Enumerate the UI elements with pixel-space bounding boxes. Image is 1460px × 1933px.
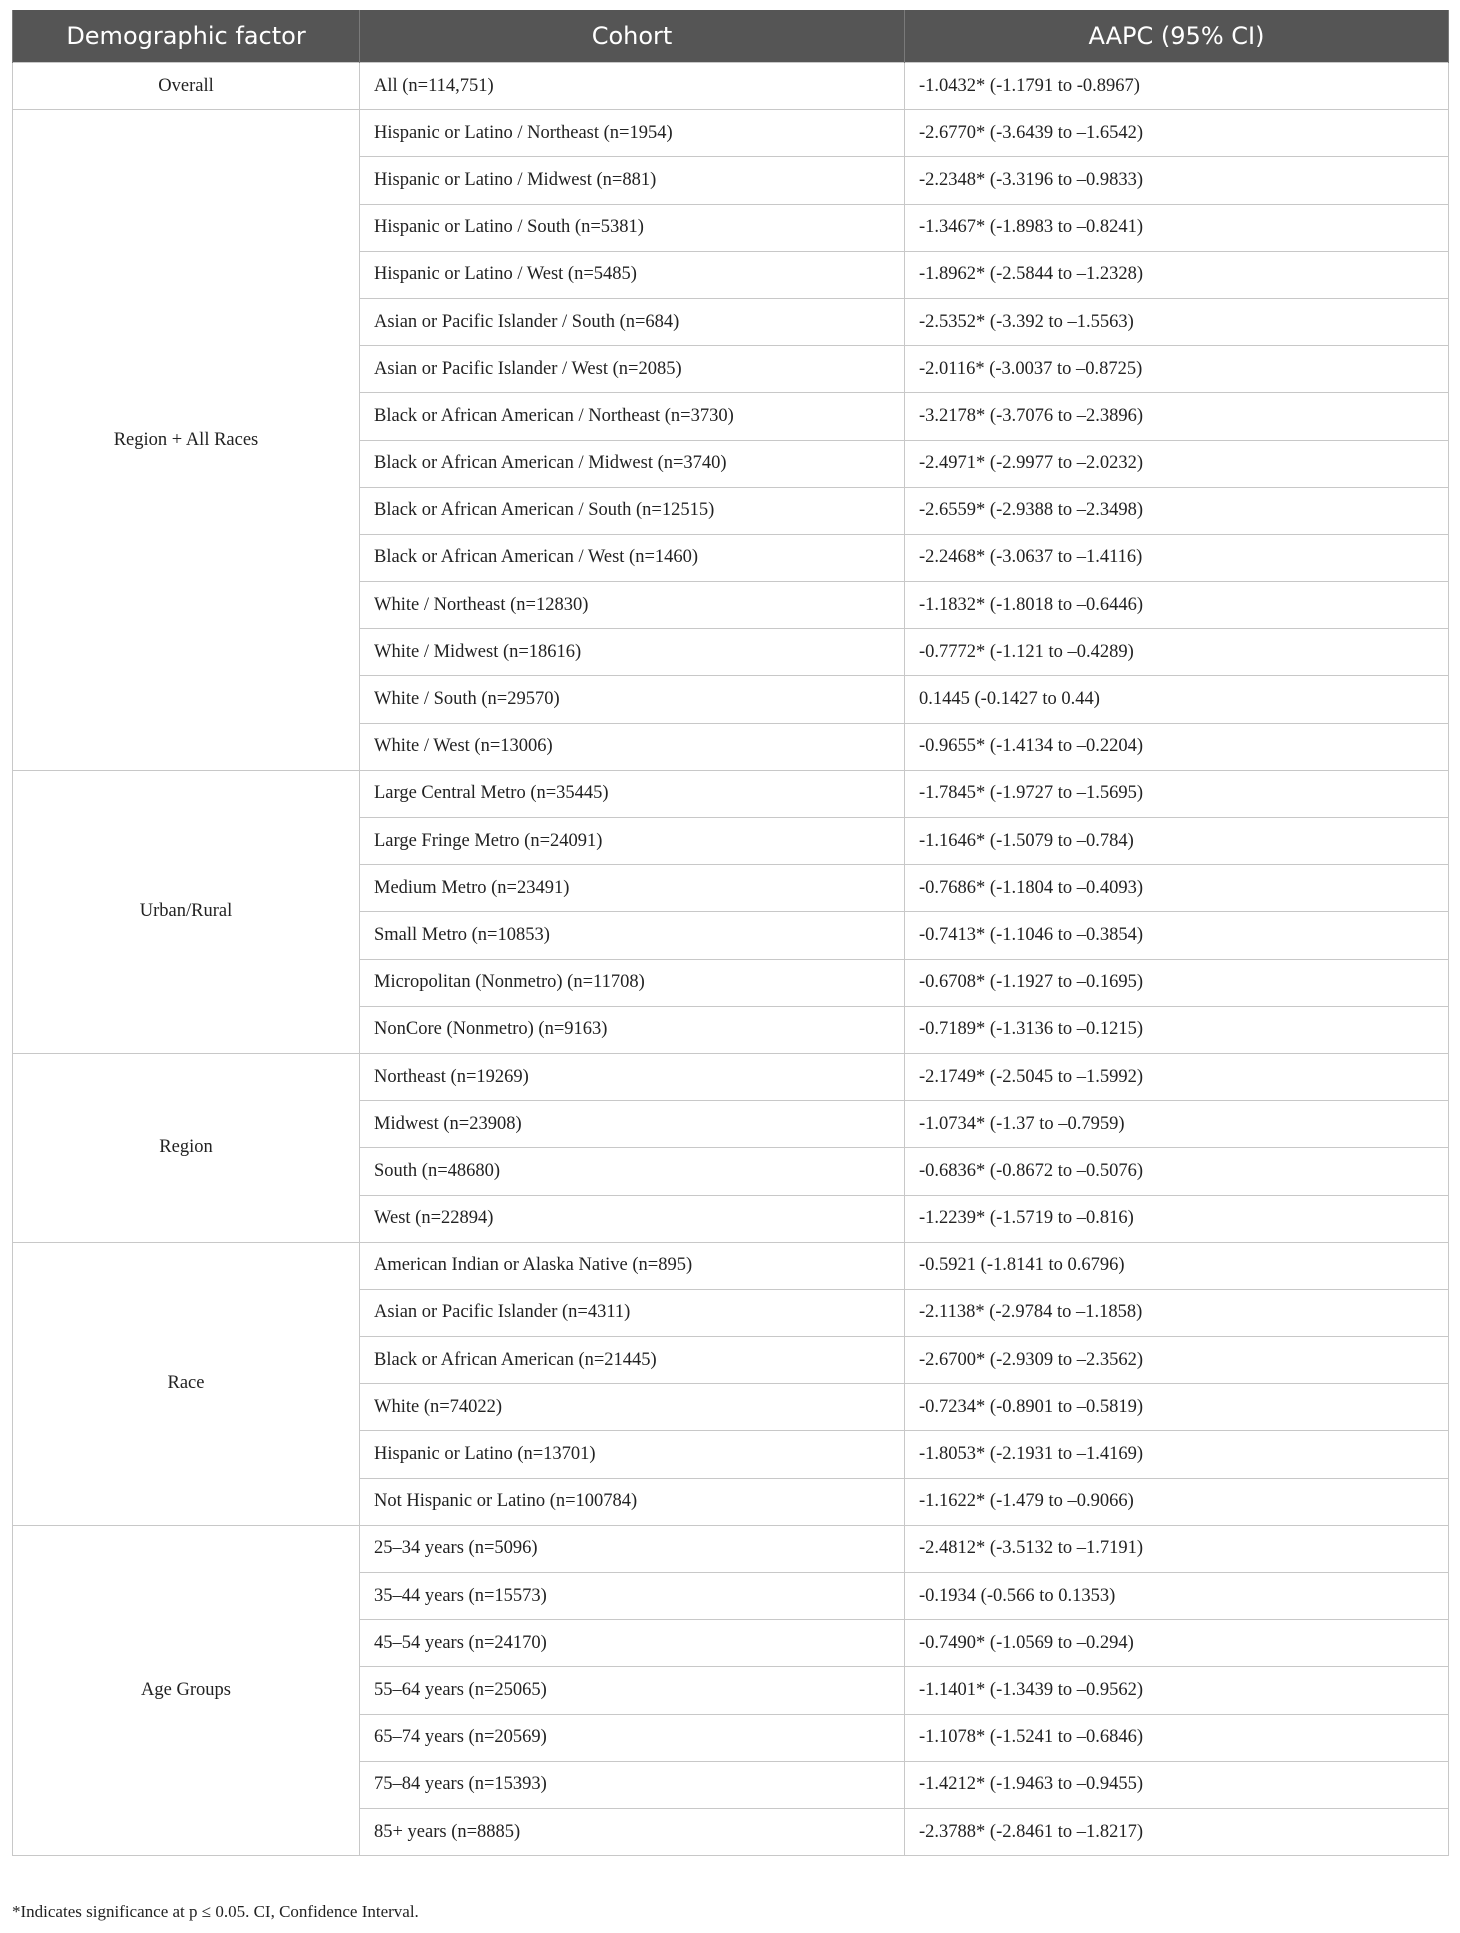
- aapc-cell: -0.1934 (-0.566 to 0.1353): [905, 1573, 1449, 1620]
- cohort-cell: NonCore (Nonmetro) (n=9163): [360, 1006, 905, 1053]
- aapc-cell: -0.5921 (-1.8141 to 0.6796): [905, 1242, 1449, 1289]
- cohort-cell: Asian or Pacific Islander / South (n=684): [360, 298, 905, 345]
- cohort-cell: 55–64 years (n=25065): [360, 1667, 905, 1714]
- cohort-cell: Hispanic or Latino / South (n=5381): [360, 204, 905, 251]
- header-demographic-factor: Demographic factor: [13, 10, 360, 63]
- cohort-cell: Black or African American / Northeast (n=3730): [360, 393, 905, 440]
- cohort-cell: Hispanic or Latino / Northeast (n=1954): [360, 110, 905, 157]
- cohort-cell: Northeast (n=19269): [360, 1053, 905, 1100]
- cohort-cell: 85+ years (n=8885): [360, 1808, 905, 1855]
- header-row: [13, 10, 1449, 63]
- cohort-cell: White / Midwest (n=18616): [360, 629, 905, 676]
- aapc-cell: -2.6700* (-2.9309 to –2.3562): [905, 1337, 1449, 1384]
- cohort-cell: 35–44 years (n=15573): [360, 1573, 905, 1620]
- aapc-cell: -1.1646* (-1.5079 to –0.784): [905, 818, 1449, 865]
- aapc-cell: -3.2178* (-3.7076 to –2.3896): [905, 393, 1449, 440]
- demographic-factor-cell: Region: [13, 1053, 360, 1242]
- table-row: [13, 1053, 1449, 1100]
- demographic-factor-cell: Race: [13, 1242, 360, 1525]
- cohort-cell: Asian or Pacific Islander (n=4311): [360, 1289, 905, 1336]
- aapc-cell: -2.4971* (-2.9977 to –2.0232): [905, 440, 1449, 487]
- aapc-cell: -1.8962* (-2.5844 to –1.2328): [905, 251, 1449, 298]
- table-header: [13, 10, 1449, 63]
- header-aapc: AAPC (95% CI): [905, 10, 1449, 63]
- cohort-cell: 75–84 years (n=15393): [360, 1761, 905, 1808]
- table-row: [13, 63, 1449, 110]
- cohort-cell: Not Hispanic or Latino (n=100784): [360, 1478, 905, 1525]
- aapc-cell: -0.6836* (-0.8672 to –0.5076): [905, 1148, 1449, 1195]
- aapc-cell: -1.1622* (-1.479 to –0.9066): [905, 1478, 1449, 1525]
- aapc-table: [12, 10, 1449, 1856]
- cohort-cell: West (n=22894): [360, 1195, 905, 1242]
- cohort-cell: All (n=114,751): [360, 63, 905, 110]
- table-footnote: *Indicates significance at p ≤ 0.05. CI, Confidence Interval.: [12, 1902, 419, 1921]
- cohort-cell: 45–54 years (n=24170): [360, 1620, 905, 1667]
- cohort-cell: Black or African American / South (n=12515): [360, 487, 905, 534]
- cohort-cell: White (n=74022): [360, 1384, 905, 1431]
- cohort-cell: Medium Metro (n=23491): [360, 865, 905, 912]
- cohort-cell: Large Central Metro (n=35445): [360, 770, 905, 817]
- cohort-cell: 25–34 years (n=5096): [360, 1525, 905, 1572]
- cohort-cell: Asian or Pacific Islander / West (n=2085): [360, 346, 905, 393]
- aapc-cell: -2.5352* (-3.392 to –1.5563): [905, 298, 1449, 345]
- table-row: [13, 1242, 1449, 1289]
- aapc-cell: -2.0116* (-3.0037 to –0.8725): [905, 346, 1449, 393]
- header-cohort: Cohort: [360, 10, 905, 63]
- aapc-cell: -0.7686* (-1.1804 to –0.4093): [905, 865, 1449, 912]
- aapc-cell: -2.1749* (-2.5045 to –1.5992): [905, 1053, 1449, 1100]
- cohort-cell: Black or African American (n=21445): [360, 1337, 905, 1384]
- table-row: [13, 1525, 1449, 1572]
- aapc-cell: -2.2468* (-3.0637 to –1.4116): [905, 534, 1449, 581]
- cohort-cell: 65–74 years (n=20569): [360, 1714, 905, 1761]
- cohort-cell: White / South (n=29570): [360, 676, 905, 723]
- aapc-cell: 0.1445 (-0.1427 to 0.44): [905, 676, 1449, 723]
- aapc-cell: -2.2348* (-3.3196 to –0.9833): [905, 157, 1449, 204]
- cohort-cell: Black or African American / West (n=1460): [360, 534, 905, 581]
- table-row: [13, 110, 1449, 157]
- aapc-cell: -1.8053* (-2.1931 to –1.4169): [905, 1431, 1449, 1478]
- table-body: [13, 63, 1449, 1856]
- cohort-cell: White / West (n=13006): [360, 723, 905, 770]
- aapc-cell: -0.9655* (-1.4134 to –0.2204): [905, 723, 1449, 770]
- aapc-cell: -1.1078* (-1.5241 to –0.6846): [905, 1714, 1449, 1761]
- cohort-cell: Hispanic or Latino (n=13701): [360, 1431, 905, 1478]
- cohort-cell: Small Metro (n=10853): [360, 912, 905, 959]
- aapc-cell: -0.6708* (-1.1927 to –0.1695): [905, 959, 1449, 1006]
- aapc-cell: -1.1832* (-1.8018 to –0.6446): [905, 582, 1449, 629]
- demographic-factor-cell: Overall: [13, 63, 360, 110]
- aapc-cell: -2.4812* (-3.5132 to –1.7191): [905, 1525, 1449, 1572]
- aapc-cell: -0.7413* (-1.1046 to –0.3854): [905, 912, 1449, 959]
- aapc-cell: -1.3467* (-1.8983 to –0.8241): [905, 204, 1449, 251]
- cohort-cell: Hispanic or Latino / West (n=5485): [360, 251, 905, 298]
- aapc-cell: -1.0734* (-1.37 to –0.7959): [905, 1101, 1449, 1148]
- cohort-cell: Black or African American / Midwest (n=3740): [360, 440, 905, 487]
- aapc-cell: -2.1138* (-2.9784 to –1.1858): [905, 1289, 1449, 1336]
- results-table-container: [12, 10, 1448, 1856]
- aapc-cell: -1.7845* (-1.9727 to –1.5695): [905, 770, 1449, 817]
- demographic-factor-cell: Region + All Races: [13, 110, 360, 771]
- aapc-cell: -0.7189* (-1.3136 to –0.1215): [905, 1006, 1449, 1053]
- aapc-cell: -1.2239* (-1.5719 to –0.816): [905, 1195, 1449, 1242]
- aapc-cell: -0.7772* (-1.121 to –0.4289): [905, 629, 1449, 676]
- cohort-cell: Micropolitan (Nonmetro) (n=11708): [360, 959, 905, 1006]
- cohort-cell: Midwest (n=23908): [360, 1101, 905, 1148]
- aapc-cell: -2.6559* (-2.9388 to –2.3498): [905, 487, 1449, 534]
- aapc-cell: -1.1401* (-1.3439 to –0.9562): [905, 1667, 1449, 1714]
- aapc-cell: -0.7490* (-1.0569 to –0.294): [905, 1620, 1449, 1667]
- aapc-cell: -0.7234* (-0.8901 to –0.5819): [905, 1384, 1449, 1431]
- cohort-cell: White / Northeast (n=12830): [360, 582, 905, 629]
- cohort-cell: Large Fringe Metro (n=24091): [360, 818, 905, 865]
- aapc-cell: -2.6770* (-3.6439 to –1.6542): [905, 110, 1449, 157]
- cohort-cell: South (n=48680): [360, 1148, 905, 1195]
- table-row: [13, 770, 1449, 817]
- demographic-factor-cell: Urban/Rural: [13, 770, 360, 1053]
- demographic-factor-cell: Age Groups: [13, 1525, 360, 1855]
- aapc-cell: -1.0432* (-1.1791 to -0.8967): [905, 63, 1449, 110]
- cohort-cell: American Indian or Alaska Native (n=895): [360, 1242, 905, 1289]
- cohort-cell: Hispanic or Latino / Midwest (n=881): [360, 157, 905, 204]
- aapc-cell: -2.3788* (-2.8461 to –1.8217): [905, 1808, 1449, 1855]
- aapc-cell: -1.4212* (-1.9463 to –0.9455): [905, 1761, 1449, 1808]
